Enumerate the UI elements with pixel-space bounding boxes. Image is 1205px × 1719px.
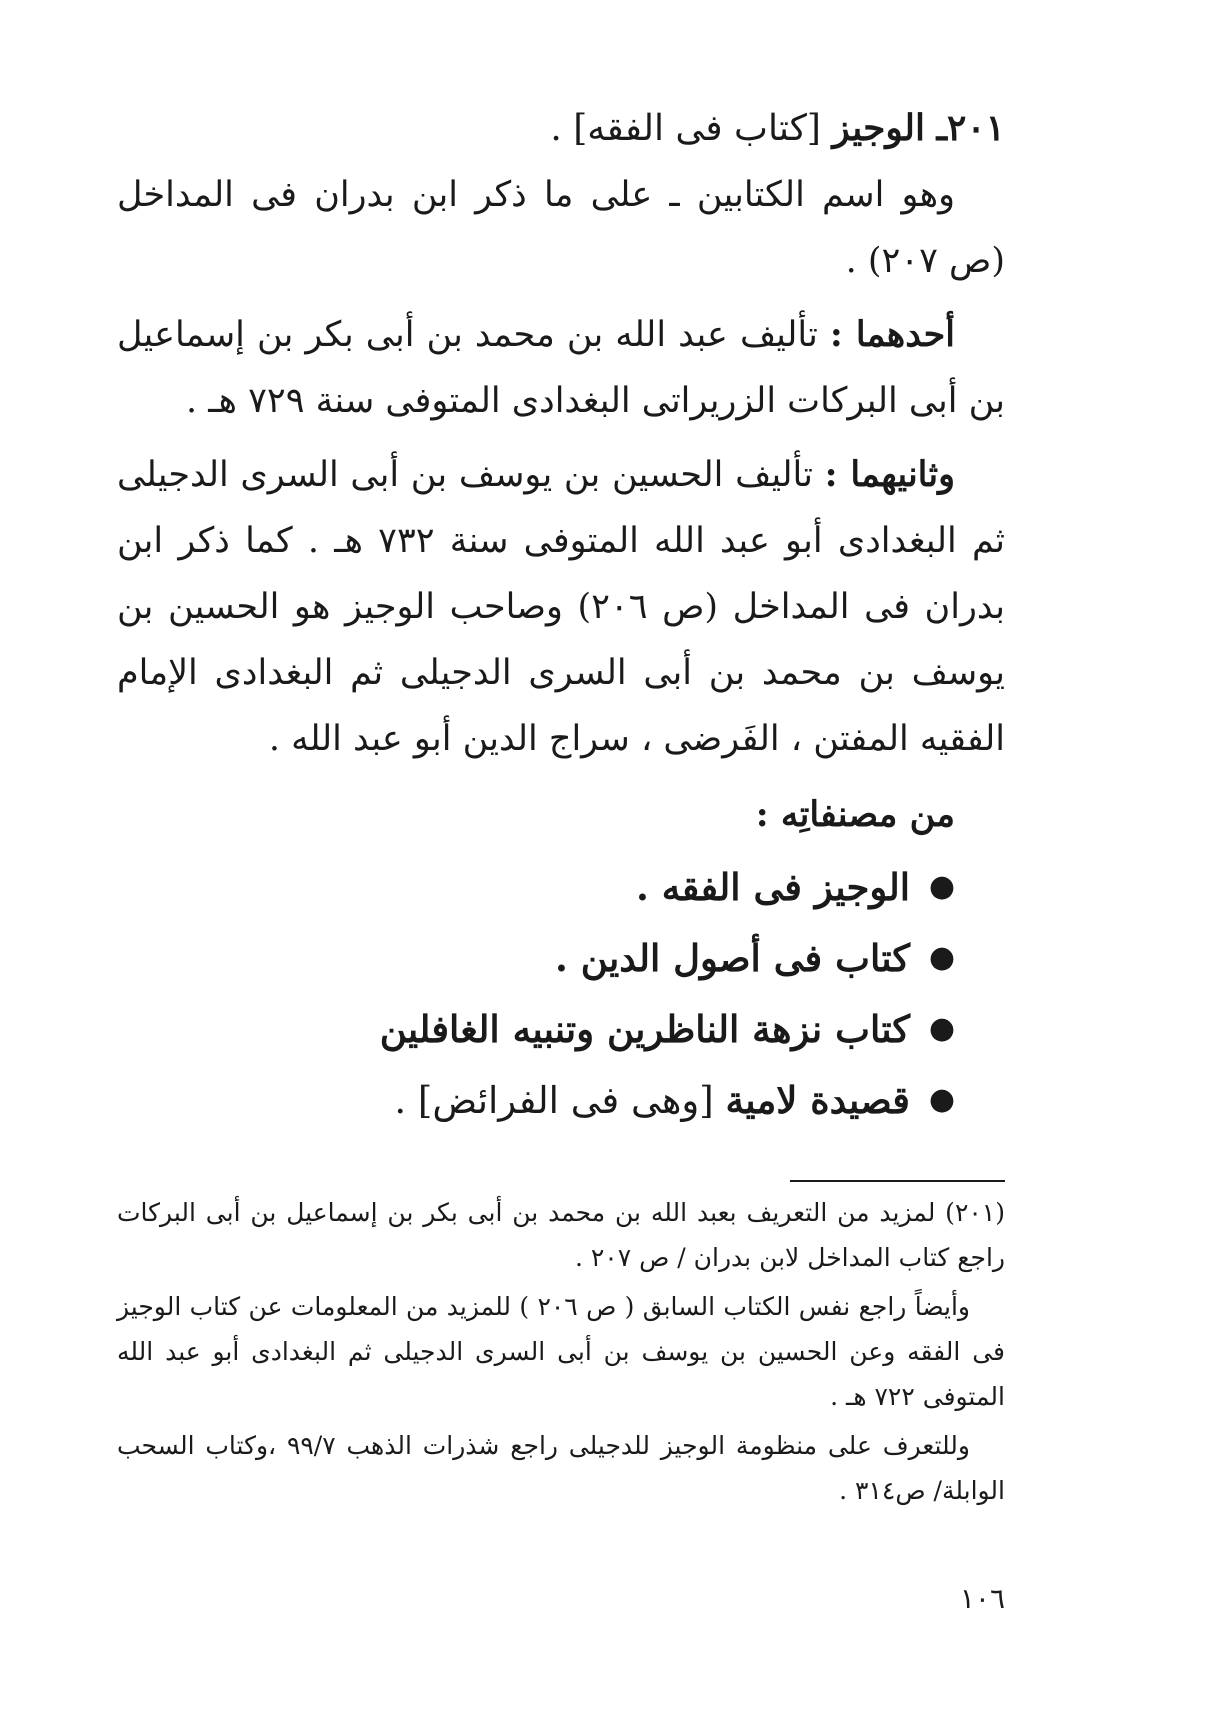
work-title: الوجيز فى الفقه . [636, 865, 910, 909]
first-author-paragraph [117, 302, 1005, 434]
entry-heading [117, 95, 1005, 162]
list-item [117, 994, 955, 1065]
footnotes [117, 1190, 1005, 1517]
bullet-icon: ● [928, 1011, 955, 1046]
first-author-text: تأليف عبد الله بن محمد بن أبى بكر بن إسماعيل بن أبى البركات الزريراتى البغدادى المتوفى سنة ٧٢٩ هـ . [117, 315, 1005, 421]
footnote-continuation-1: وأيضاً راجع نفس الكتاب السابق ( ص ٢٠٦ ) للمزيد من المعلومات عن كتاب الوجيز فى الفقه وعن الحسين بن يوسف بن أبى السرى الدجيلى ثم البغدادى أبو عبد الله المتوفى ٧٢٢ هـ . [117, 1292, 1005, 1411]
footnote-201: (٢٠١) لمزيد من التعريف بعبد الله بن محمد بن أبى بكر بن إسماعيل بن أبى البركات راجع كتاب المداخل لابن بدران / ص ٢٠٧ . [117, 1198, 1005, 1272]
footnote-continuation-2: وللتعرف على منظومة الوجيز للدجيلى راجع شذرات الذهب ٩٩/٧ ،وكتاب السحب الوابلة/ ص٣١٤ . [117, 1431, 1005, 1505]
list-item [117, 923, 955, 994]
bullet-icon: ● [928, 869, 955, 904]
work-title: قصيدة لامية [725, 1078, 910, 1122]
footnote-divider [790, 1180, 1005, 1182]
entry-title: الوجيز [832, 107, 925, 149]
entry-title-note: [كتاب فى الفقه] . [550, 108, 821, 149]
list-item [117, 852, 955, 923]
bullet-icon: ● [928, 1082, 955, 1117]
bullet-icon: ● [928, 940, 955, 975]
work-title: كتاب فى أصول الدين . [555, 936, 910, 980]
work-note: [وهى فى الفرائض] . [394, 1079, 714, 1122]
work-title: كتاب نزهة الناظرين وتنبيه الغافلين [379, 1007, 910, 1051]
first-author-label: أحدهما : [829, 314, 955, 355]
page-number: ١٠٦ [959, 1582, 1005, 1615]
intro-paragraph: وهو اسم الكتابين ـ على ما ذكر ابن بدران فى المداخل (ص ٢٠٧) . [117, 175, 1005, 281]
entry-number: ٢٠١ [946, 107, 1005, 149]
second-author-paragraph [117, 442, 1005, 772]
second-author-label: وثانيهما : [824, 454, 955, 495]
main-text [117, 95, 1005, 1136]
works-list [117, 852, 1005, 1136]
works-heading: من مصنفاتِه : [755, 794, 955, 835]
list-item [117, 1065, 955, 1136]
entry-dash: ـ [936, 107, 947, 149]
second-author-text: تأليف الحسين بن يوسف بن أبى السرى الدجيلى ثم البغدادى أبو عبد الله المتوفى سنة ٧٣٢ هـ . كما ذكر ابن بدران فى المداخل (ص ٢٠٦) وصاحب الوجيز هو الحسين بن يوسف بن محمد بن أبى السرى الدجيلى ثم البغدادى الإمام الفقيه المفتن ، الفَرضى ، سراج الدين أبو عبد الله . [117, 455, 1005, 759]
